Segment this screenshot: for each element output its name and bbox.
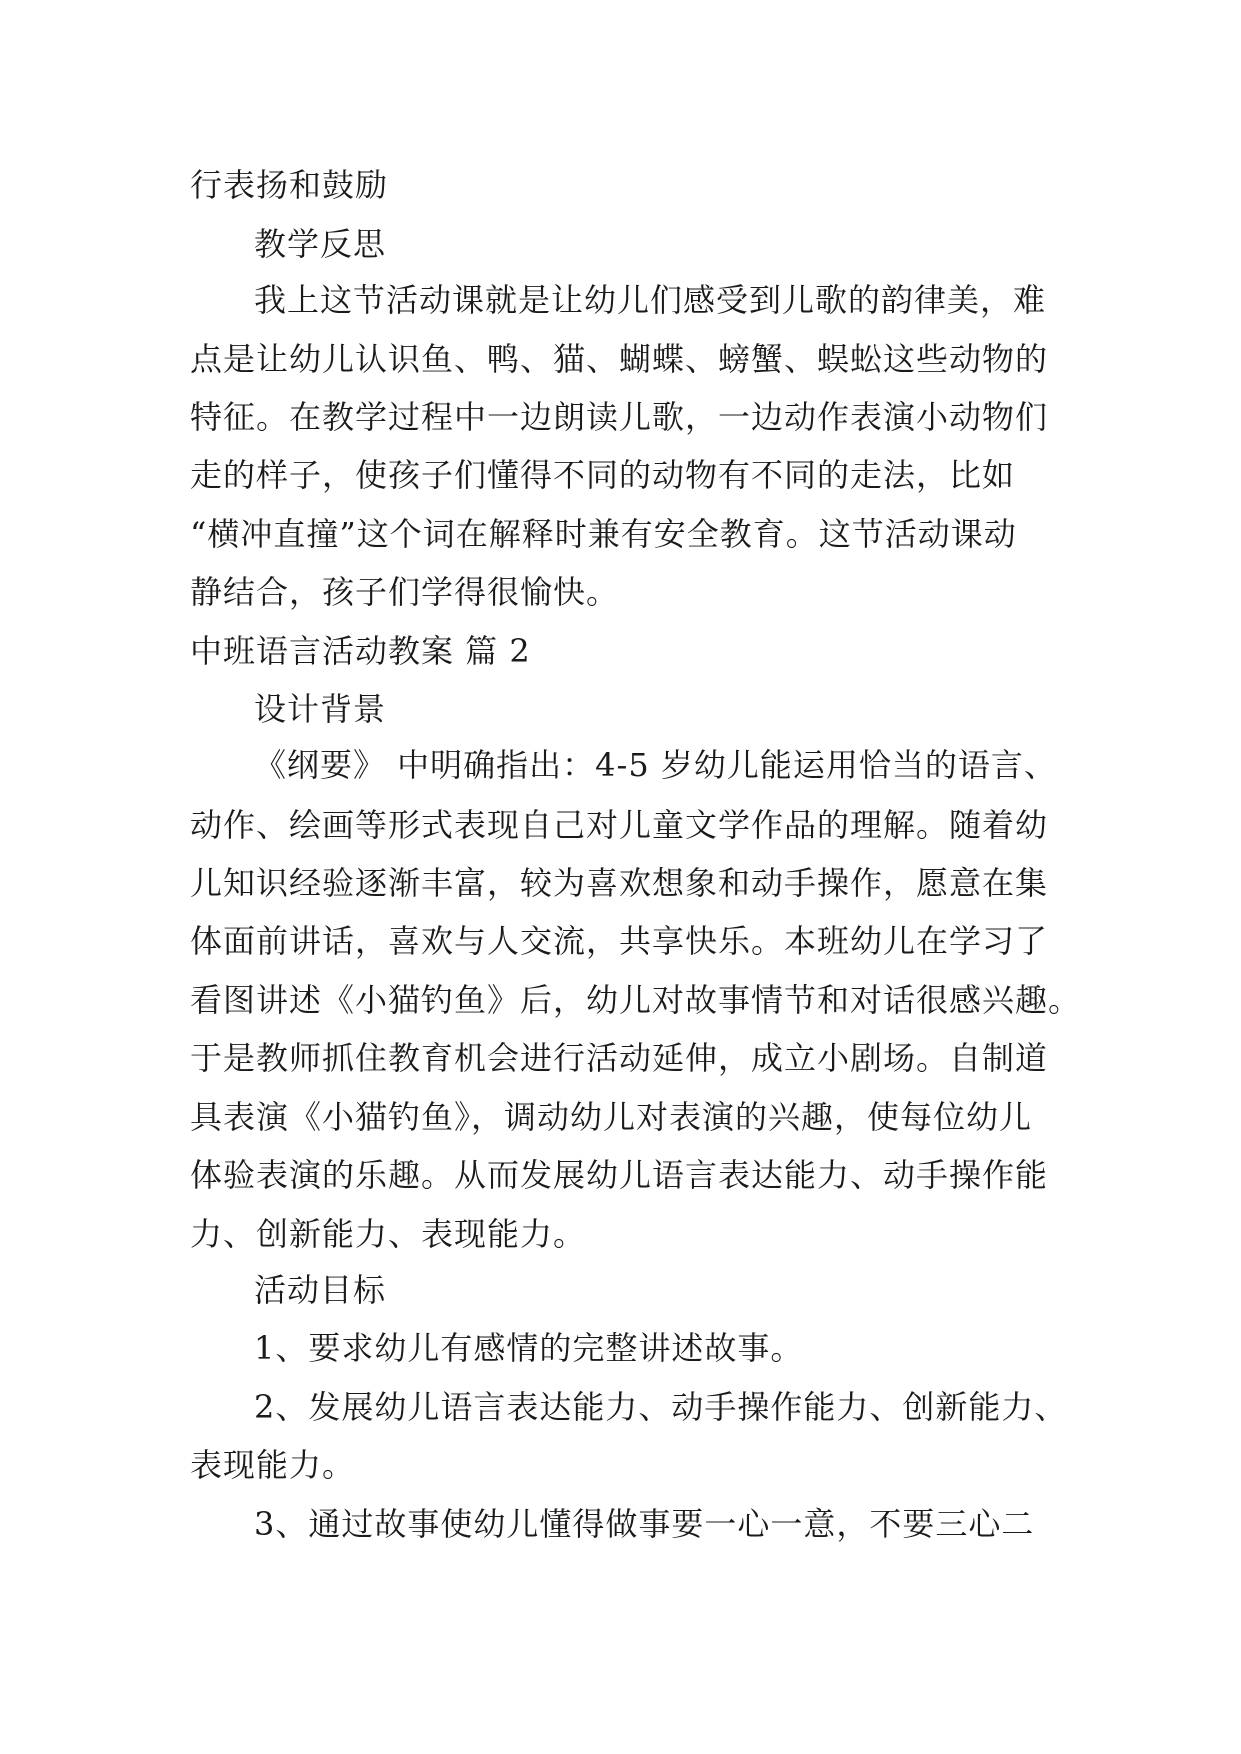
section-heading-goals: 活动目标	[254, 1271, 387, 1309]
text-line: 体面前讲话，喜欢与人交流，共享快乐。本班幼儿在学习了	[190, 922, 1049, 960]
text-line: 特征。在教学过程中一边朗读儿歌，一边动作表演小动物们	[190, 398, 1049, 436]
text-line: 《纲要》 中明确指出：4-5 岁幼儿能运用恰当的语言、	[254, 746, 1057, 784]
text-line: 力、创新能力、表现能力。	[190, 1215, 587, 1253]
article-title: 中班语言活动教案 篇 2	[190, 632, 531, 670]
text-line: 点是让幼儿认识鱼、鸭、猫、蝴蝶、螃蟹、蜈蚣这些动物的	[190, 340, 1049, 378]
text-line: 儿知识经验逐渐丰富，较为喜欢想象和动手操作，愿意在集	[190, 864, 1049, 902]
text-line: 动作、绘画等形式表现自己对儿童文学作品的理解。随着幼	[190, 806, 1049, 844]
section-heading-reflection: 教学反思	[254, 225, 387, 263]
text-line: 体验表演的乐趣。从而发展幼儿语言表达能力、动手操作能	[190, 1156, 1049, 1194]
list-item: 1、要求幼儿有感情的完整讲述故事。	[254, 1329, 804, 1367]
text-line: 于是教师抓住教育机会进行活动延伸，成立小剧场。自制道	[190, 1039, 1049, 1077]
text-line: 走的样子，使孩子们懂得不同的动物有不同的走法，比如	[190, 456, 1016, 494]
text-line: 表现能力。	[190, 1446, 356, 1484]
text-line: 具表演《小猫钓鱼》，调动幼儿对表演的兴趣，使每位幼儿	[190, 1098, 1033, 1136]
list-item: 2、发展幼儿语言表达能力、动手操作能力、创新能力、	[254, 1388, 1068, 1426]
text-line: 看图讲述《小猫钓鱼》后，幼儿对故事情节和对话很感兴趣。	[190, 981, 1082, 1019]
text-line: 行表扬和鼓励	[190, 166, 389, 204]
text-line: 我上这节活动课就是让幼儿们感受到儿歌的韵律美，难	[254, 281, 1047, 319]
list-item: 3、通过故事使幼儿懂得做事要一心一意，不要三心二	[254, 1505, 1035, 1543]
section-heading-background: 设计背景	[254, 690, 387, 728]
text-line: 静结合，孩子们学得很愉快。	[190, 573, 620, 611]
text-line: “横冲直撞”这个词在解释时兼有安全教育。这节活动课动	[190, 515, 1017, 553]
